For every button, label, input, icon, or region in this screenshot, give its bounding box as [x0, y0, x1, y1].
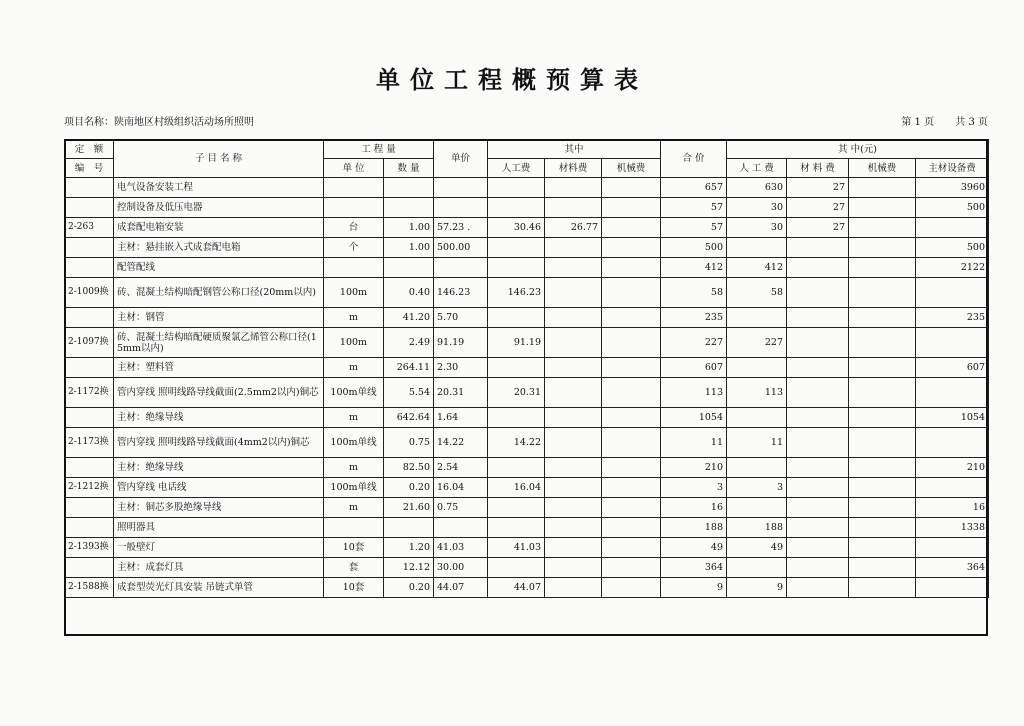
cell-machine: [602, 478, 661, 498]
header-machine-total: 机械费: [849, 159, 916, 178]
cell-labor-total: 113: [727, 378, 787, 408]
cell-qty: 0.75: [384, 428, 434, 458]
cell-material-total: [787, 308, 849, 328]
cell-total: 49: [661, 538, 727, 558]
cell-unit: m: [324, 408, 384, 428]
cell-item-name: 电气设备安装工程: [114, 178, 324, 198]
header-labor-total: 人 工 费: [727, 159, 787, 178]
cell-code: [65, 178, 114, 198]
cell-unit: 个: [324, 238, 384, 258]
cell-machine: [602, 458, 661, 478]
cell-unit: 台: [324, 218, 384, 238]
cell-material: [545, 378, 602, 408]
cell-machine: [602, 538, 661, 558]
cell-labor: [488, 198, 545, 218]
cell-labor: 91.19: [488, 328, 545, 358]
cell-material-total: [787, 358, 849, 378]
cell-unit: 10套: [324, 538, 384, 558]
cell-machine-total: [849, 478, 916, 498]
cell-material-total: [787, 408, 849, 428]
cell-main-material-total: [916, 218, 989, 238]
cell-main-material-total: 364: [916, 558, 989, 578]
cell-material-total: [787, 378, 849, 408]
cell-machine-total: [849, 458, 916, 478]
cell-item-name: 管内穿线 电话线: [114, 478, 324, 498]
cell-code: 2-1212换: [65, 478, 114, 498]
cell-item-name: 成套配电箱安装: [114, 218, 324, 238]
table-row: [65, 238, 989, 258]
cell-machine: [602, 238, 661, 258]
cell-qty: 1.20: [384, 538, 434, 558]
cell-main-material-total: 16: [916, 498, 989, 518]
cell-machine: [602, 428, 661, 458]
cell-unit: [324, 198, 384, 218]
cell-main-material-total: 210: [916, 458, 989, 478]
cell-unit: 100m单线: [324, 428, 384, 458]
cell-labor: 14.22: [488, 428, 545, 458]
cell-unit: m: [324, 498, 384, 518]
cell-unit: m: [324, 358, 384, 378]
cell-unit: m: [324, 458, 384, 478]
cell-total: 235: [661, 308, 727, 328]
cell-unit-price: 91.19: [434, 328, 488, 358]
cell-material: [545, 558, 602, 578]
cell-machine: [602, 518, 661, 538]
cell-code: [65, 408, 114, 428]
cell-labor: 41.03: [488, 538, 545, 558]
cell-material: 26.77: [545, 218, 602, 238]
cell-material: [545, 328, 602, 358]
cell-unit-price: 41.03: [434, 538, 488, 558]
cell-unit-price: 16.04: [434, 478, 488, 498]
cell-machine: [602, 408, 661, 428]
cell-code: 2-1173换: [65, 428, 114, 458]
table-row: [65, 358, 989, 378]
cell-code: [65, 498, 114, 518]
cell-item-name: 成套型荧光灯具安装 吊链式单管: [114, 578, 324, 598]
header-item-name: 子 目 名 称: [114, 140, 324, 178]
cell-unit: 10套: [324, 578, 384, 598]
table-row: [65, 308, 989, 328]
cell-main-material-total: [916, 278, 989, 308]
cell-labor: [488, 408, 545, 428]
cell-labor: 16.04: [488, 478, 545, 498]
cell-main-material-total: 2122: [916, 258, 989, 278]
cell-main-material-total: [916, 378, 989, 408]
cell-code: 2-263: [65, 218, 114, 238]
cell-labor: [488, 458, 545, 478]
cell-total: 412: [661, 258, 727, 278]
header-machine: 机械费: [602, 159, 661, 178]
cell-item-name: 主材：绝缘导线: [114, 408, 324, 428]
cell-machine: [602, 328, 661, 358]
cell-machine: [602, 578, 661, 598]
page-indicator: [883, 113, 988, 128]
cell-material: [545, 498, 602, 518]
table-row: [65, 178, 989, 198]
table-row: [65, 478, 989, 498]
cell-labor-total: 30: [727, 218, 787, 238]
cell-unit-price: [434, 178, 488, 198]
cell-main-material-total: [916, 578, 989, 598]
cell-machine-total: [849, 378, 916, 408]
cell-item-name: 一般壁灯: [114, 538, 324, 558]
cell-labor: 44.07: [488, 578, 545, 598]
cell-labor: [488, 558, 545, 578]
cell-material: [545, 538, 602, 558]
cell-total: 1054: [661, 408, 727, 428]
cell-main-material-total: 235: [916, 308, 989, 328]
cell-machine: [602, 558, 661, 578]
cell-machine: [602, 378, 661, 408]
cell-machine-total: [849, 198, 916, 218]
cell-labor-total: 630: [727, 178, 787, 198]
cell-item-name: 主材：悬挂嵌入式成套配电箱: [114, 238, 324, 258]
cell-material-total: [787, 538, 849, 558]
table-row: [65, 198, 989, 218]
cell-item-name: 照明器具: [114, 518, 324, 538]
cell-total: 57: [661, 218, 727, 238]
cell-unit: 100m: [324, 278, 384, 308]
cell-main-material-total: 607: [916, 358, 989, 378]
cell-qty: 0.20: [384, 478, 434, 498]
cell-item-name: 控制设备及低压电器: [114, 198, 324, 218]
cell-material-total: [787, 458, 849, 478]
cell-unit-price: 57.23 .: [434, 218, 488, 238]
cell-machine-total: [849, 278, 916, 308]
cell-unit: [324, 258, 384, 278]
cell-item-name: 管内穿线 照明线路导线截面(4mm2以内)铜芯: [114, 428, 324, 458]
table-row: [65, 498, 989, 518]
cell-unit-price: [434, 518, 488, 538]
cell-labor: [488, 308, 545, 328]
cell-code: [65, 198, 114, 218]
table-row: [65, 558, 989, 578]
cell-machine-total: [849, 308, 916, 328]
cell-code: [65, 458, 114, 478]
cell-labor: [488, 258, 545, 278]
cell-item-name: 砖、混凝土结构暗配钢管公称口径(20mm以内): [114, 278, 324, 308]
header-main-material-total: 主材设备费: [916, 159, 989, 178]
cell-machine-total: [849, 538, 916, 558]
cell-unit-price: 30.00: [434, 558, 488, 578]
project-name: 项目名称：陕南地区村级组织活动场所照明: [64, 117, 254, 128]
cell-unit-price: 5.70: [434, 308, 488, 328]
cell-qty: 2.49: [384, 328, 434, 358]
cell-code: [65, 258, 114, 278]
cell-unit-price: 44.07: [434, 578, 488, 598]
cell-labor-total: 9: [727, 578, 787, 598]
cell-unit-price: 500.00: [434, 238, 488, 258]
cell-labor-total: 3: [727, 478, 787, 498]
cell-item-name: 主材：绝缘导线: [114, 458, 324, 478]
cell-code: [65, 558, 114, 578]
page-title: 单位工程概预算表: [376, 66, 648, 94]
cell-material-total: [787, 258, 849, 278]
cell-item-name: 管内穿线 照明线路导线截面(2.5mm2以内)铜芯: [114, 378, 324, 408]
estimate-table: [64, 139, 989, 598]
cell-qty: 5.54: [384, 378, 434, 408]
header-labor: 人工费: [488, 159, 545, 178]
cell-material-total: [787, 558, 849, 578]
cell-labor-total: [727, 408, 787, 428]
page-total: 共 3 页: [955, 117, 988, 128]
cell-machine-total: [849, 408, 916, 428]
cell-main-material-total: [916, 428, 989, 458]
table-row: [65, 258, 989, 278]
table-body: [65, 178, 989, 598]
cell-total: 227: [661, 328, 727, 358]
cell-total: 210: [661, 458, 727, 478]
cell-main-material-total: 1054: [916, 408, 989, 428]
cell-unit-price: 14.22: [434, 428, 488, 458]
table-row: [65, 218, 989, 238]
header-of-which: 其中: [488, 140, 661, 159]
table-row: [65, 458, 989, 478]
cell-machine: [602, 498, 661, 518]
cell-qty: [384, 258, 434, 278]
cell-labor: [488, 518, 545, 538]
cell-unit-price: 146.23: [434, 278, 488, 308]
cell-item-name: 配管配线: [114, 258, 324, 278]
cell-qty: 264.11: [384, 358, 434, 378]
cell-total: 16: [661, 498, 727, 518]
cell-labor: 20.31: [488, 378, 545, 408]
cell-machine: [602, 178, 661, 198]
cell-labor-total: 58: [727, 278, 787, 308]
cell-material-total: 27: [787, 198, 849, 218]
cell-qty: 1.00: [384, 218, 434, 238]
cell-unit: 套: [324, 558, 384, 578]
cell-material: [545, 278, 602, 308]
cell-qty: 1.00: [384, 238, 434, 258]
cell-material-total: [787, 518, 849, 538]
cell-unit-price: 2.54: [434, 458, 488, 478]
cell-code: [65, 358, 114, 378]
header-unit-price: 单价: [434, 140, 488, 178]
header-material-total: 材 料 费: [787, 159, 849, 178]
table-row: [65, 328, 989, 358]
cell-unit: 100m单线: [324, 378, 384, 408]
header-quantity-group: 工 程 量: [324, 140, 434, 159]
cell-machine-total: [849, 578, 916, 598]
cell-labor: 146.23: [488, 278, 545, 308]
cell-item-name: 主材：塑料管: [114, 358, 324, 378]
table-row: [65, 408, 989, 428]
table-row: [65, 278, 989, 308]
cell-material-total: [787, 238, 849, 258]
cell-unit: 100m单线: [324, 478, 384, 498]
cell-material: [545, 178, 602, 198]
cell-material: [545, 238, 602, 258]
cell-total: 3: [661, 478, 727, 498]
cell-machine: [602, 198, 661, 218]
cell-total: 9: [661, 578, 727, 598]
cell-machine: [602, 258, 661, 278]
cell-qty: 82.50: [384, 458, 434, 478]
table-row: [65, 538, 989, 558]
header-of-which-yuan: 其 中(元): [727, 140, 989, 159]
cell-main-material-total: [916, 328, 989, 358]
cell-code: [65, 518, 114, 538]
table-row: [65, 518, 989, 538]
cell-unit-price: [434, 198, 488, 218]
cell-labor-total: 11: [727, 428, 787, 458]
page-number: 第 1 页: [901, 117, 935, 128]
cell-qty: [384, 198, 434, 218]
cell-labor-total: [727, 498, 787, 518]
table-row: [65, 428, 989, 458]
cell-code: [65, 238, 114, 258]
cell-main-material-total: 500: [916, 238, 989, 258]
cell-material: [545, 428, 602, 458]
cell-qty: 0.40: [384, 278, 434, 308]
cell-qty: 0.20: [384, 578, 434, 598]
cell-material: [545, 258, 602, 278]
cell-labor: 30.46: [488, 218, 545, 238]
cell-total: 500: [661, 238, 727, 258]
cell-labor-total: [727, 238, 787, 258]
table-row: [65, 578, 989, 598]
cell-total: 188: [661, 518, 727, 538]
cell-material: [545, 198, 602, 218]
header-code-bottom: 编 号: [65, 159, 114, 178]
cell-machine-total: [849, 498, 916, 518]
header-material: 材料费: [545, 159, 602, 178]
cell-item-name: 主材：成套灯具: [114, 558, 324, 578]
cell-total: 11: [661, 428, 727, 458]
cell-total: 58: [661, 278, 727, 308]
cell-machine-total: [849, 428, 916, 458]
cell-main-material-total: 3960: [916, 178, 989, 198]
cell-machine-total: [849, 518, 916, 538]
cell-qty: 12.12: [384, 558, 434, 578]
cell-unit-price: 0.75: [434, 498, 488, 518]
cell-main-material-total: [916, 538, 989, 558]
cell-total: 607: [661, 358, 727, 378]
cell-labor: [488, 238, 545, 258]
cell-item-name: 砖、混凝土结构暗配硬质聚氯乙烯管公称口径(15mm以内): [114, 328, 324, 358]
cell-item-name: 主材：钢管: [114, 308, 324, 328]
cell-machine-total: [849, 238, 916, 258]
cell-qty: 642.64: [384, 408, 434, 428]
cell-main-material-total: 1338: [916, 518, 989, 538]
cell-material-total: [787, 498, 849, 518]
cell-machine: [602, 358, 661, 378]
cell-machine-total: [849, 358, 916, 378]
cell-material-total: [787, 328, 849, 358]
cell-labor-total: [727, 558, 787, 578]
cell-material-total: [787, 278, 849, 308]
cell-material-total: [787, 478, 849, 498]
cell-material: [545, 308, 602, 328]
cell-total: 657: [661, 178, 727, 198]
cell-total: 364: [661, 558, 727, 578]
cell-code: 2-1172换: [65, 378, 114, 408]
cell-machine: [602, 308, 661, 328]
cell-labor: [488, 178, 545, 198]
cell-material-total: 27: [787, 178, 849, 198]
cell-qty: [384, 518, 434, 538]
cell-unit: [324, 178, 384, 198]
cell-machine: [602, 278, 661, 308]
cell-code: 2-1588换: [65, 578, 114, 598]
cell-labor-total: 30: [727, 198, 787, 218]
cell-unit-price: 1.64: [434, 408, 488, 428]
cell-material: [545, 408, 602, 428]
cell-material: [545, 458, 602, 478]
cell-machine-total: [849, 328, 916, 358]
cell-machine: [602, 218, 661, 238]
header-total: 合 价: [661, 140, 727, 178]
cell-code: 2-1009换: [65, 278, 114, 308]
header-code-top: 定 额: [65, 140, 114, 159]
cell-labor-total: 49: [727, 538, 787, 558]
table-row: [65, 378, 989, 408]
cell-unit-price: [434, 258, 488, 278]
cell-code: 2-1393换: [65, 538, 114, 558]
cell-item-name: 主材：铜芯多股绝缘导线: [114, 498, 324, 518]
header-qty: 数 量: [384, 159, 434, 178]
cell-code: [65, 308, 114, 328]
cell-labor-total: [727, 308, 787, 328]
cell-qty: 21.60: [384, 498, 434, 518]
cell-labor-total: 412: [727, 258, 787, 278]
cell-machine-total: [849, 218, 916, 238]
cell-material: [545, 478, 602, 498]
cell-material: [545, 358, 602, 378]
cell-machine-total: [849, 178, 916, 198]
cell-material-total: [787, 428, 849, 458]
table-header: [65, 140, 989, 178]
cell-main-material-total: 500: [916, 198, 989, 218]
cell-unit: [324, 518, 384, 538]
cell-main-material-total: [916, 478, 989, 498]
cell-material-total: [787, 578, 849, 598]
cell-labor: [488, 358, 545, 378]
cell-total: 57: [661, 198, 727, 218]
cell-labor: [488, 498, 545, 518]
cell-unit: 100m: [324, 328, 384, 358]
cell-labor-total: [727, 458, 787, 478]
cell-qty: [384, 178, 434, 198]
header-unit: 单 位: [324, 159, 384, 178]
cell-machine-total: [849, 558, 916, 578]
cell-unit-price: 2.30: [434, 358, 488, 378]
cell-qty: 41.20: [384, 308, 434, 328]
cell-machine-total: [849, 258, 916, 278]
cell-total: 113: [661, 378, 727, 408]
cell-labor-total: 188: [727, 518, 787, 538]
cell-code: 2-1097换: [65, 328, 114, 358]
cell-material: [545, 578, 602, 598]
cell-labor-total: [727, 358, 787, 378]
cell-labor-total: 227: [727, 328, 787, 358]
cell-unit-price: 20.31: [434, 378, 488, 408]
cell-material-total: 27: [787, 218, 849, 238]
cell-unit: m: [324, 308, 384, 328]
cell-material: [545, 518, 602, 538]
